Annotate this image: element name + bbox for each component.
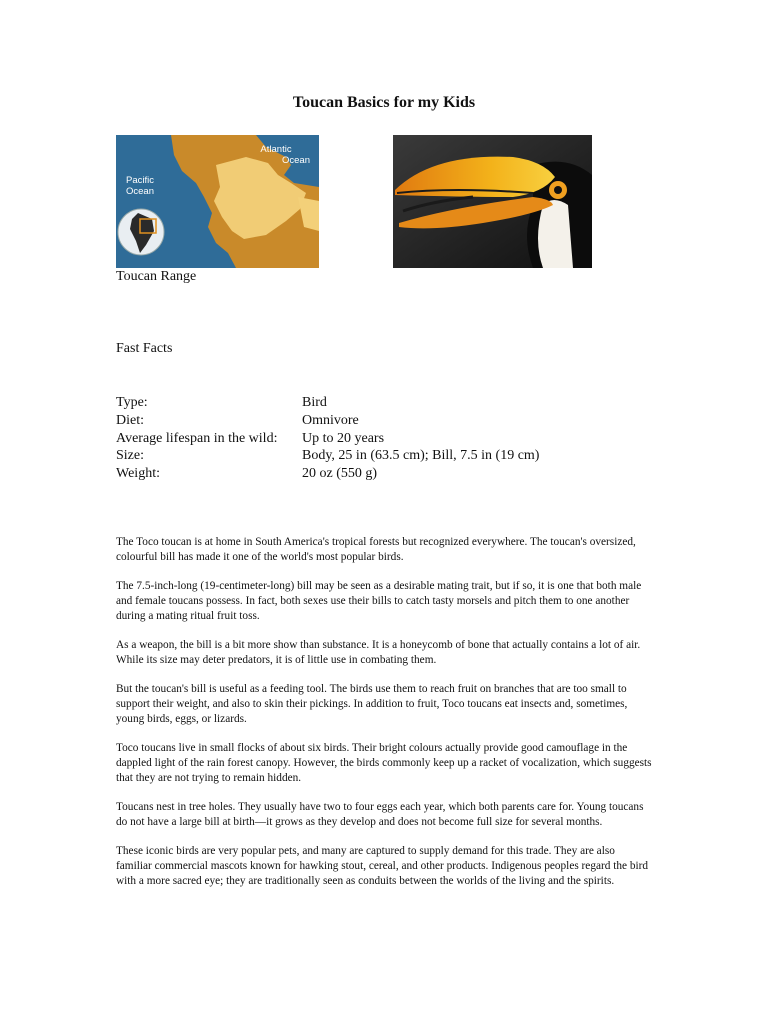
article-body — [116, 535, 652, 903]
paragraph: But the toucan's bill is useful as a feeding tool. The birds use them to reach fruit on branches that are too small to support their weight, and also to skin their pickings. In addition to fruit, Toco toucans eat insects and, sometimes, young birds, eggs, or lizards. — [116, 683, 628, 725]
toucan-photo — [393, 135, 592, 268]
fact-value: Bird — [302, 395, 327, 410]
paragraph: The 7.5-inch-long (19-centimeter-long) bill may be seen as a desirable mating trait, but if so, it is one that both male and female toucans possess. In fact, both sexes use their bills to catch tasty morsels and pitch them to one another during a mating ritual fruit toss. — [116, 580, 642, 622]
fact-label: Diet: — [116, 412, 144, 428]
fact-value: Body, 25 in (63.5 cm); Bill, 7.5 in (19 cm) — [302, 448, 540, 464]
paragraph: The Toco toucan is at home in South America's tropical forests but recognized everywhere. The toucan's oversized, colourful bill has made it one of the world's most popular birds. — [116, 536, 636, 563]
map-caption: Toucan Range — [116, 269, 197, 284]
fact-value: 20 oz (550 g) — [302, 466, 378, 482]
page-title: Toucan Basics for my Kids — [292, 94, 476, 111]
fact-row-weight — [116, 465, 539, 483]
fact-row-size — [116, 447, 539, 465]
fact-label: Weight: — [116, 466, 160, 482]
fact-row-diet — [116, 412, 539, 430]
fact-label: Average lifespan in the wild: — [116, 430, 278, 446]
atlantic-label-2: Ocean — [282, 155, 310, 166]
fact-row-lifespan — [116, 430, 539, 448]
paragraph: These iconic birds are very popular pets, and many are captured to supply demand for this trade. They are also familiar commercial mascots known for hawking stout, cereal, and other products. Indigenous peoples regard the bird with a more sacred eye; they are traditionally seen as conduits between the worlds of the living and the spirits. — [116, 845, 649, 887]
paragraph: As a weapon, the bill is a bit more show than substance. It is a honeycomb of bone that actually contains a lot of air. While its size may deter predators, it is of little use in combating them. — [116, 639, 641, 666]
fact-value: Omnivore — [302, 412, 359, 428]
pacific-label-2: Ocean — [126, 186, 154, 197]
toucan-range-map — [116, 135, 319, 268]
fact-row-type — [116, 394, 539, 412]
atlantic-label-1: Atlantic — [260, 144, 292, 155]
paragraph: Toucans nest in tree holes. They usually have two to four eggs each year, which both parents care for. Young toucans do not have a large bill at birth—it grows as they develop and does not become full size for several months. — [116, 801, 644, 828]
fast-facts-heading: Fast Facts — [116, 341, 173, 356]
pacific-label-1: Pacific — [126, 175, 154, 186]
paragraph: Toco toucans live in small flocks of about six birds. Their bright colours actually provide good camouflage in the dappled light of the rain forest canopy. However, the birds commonly keep up a racket of vocalization, which suggests that they are not trying to remain hidden. — [116, 742, 652, 784]
fact-label: Size: — [116, 448, 144, 464]
fact-value: Up to 20 years — [302, 430, 385, 446]
fact-label: Type: — [116, 395, 148, 410]
fast-facts-table — [116, 394, 539, 483]
